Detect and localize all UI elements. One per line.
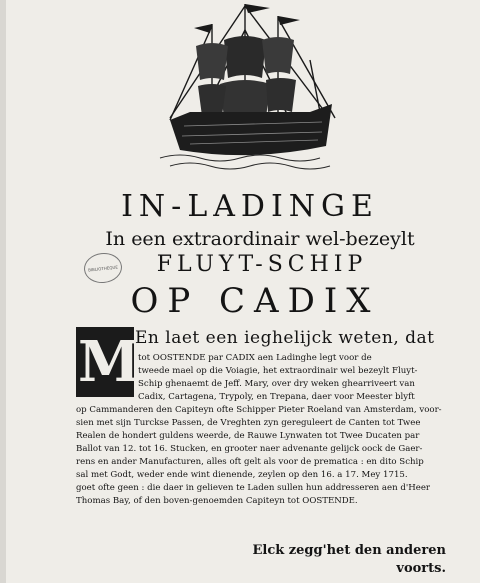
heading-line-1: IN-LADINGE	[121, 189, 379, 224]
body-line: Ballot van 12. tot 16. Stucken, en grooter naer advenante gelijck oock de Gaer-	[76, 444, 423, 454]
body-line: goet ofte geen : die daer in gelieven te Laden sullen hun addresseren aen d'Heer	[76, 483, 431, 493]
body-line: Schip ghenaemt de Jeff. Mary, over dry weken ghearriveert van	[138, 379, 415, 389]
body-line: tweede mael op die Voiagie, het extraordinair wel bezeylt Fluyt-	[138, 366, 418, 376]
heading-line-4: OP CADIX	[130, 281, 380, 321]
body-line: Thomas Bay, of den boven-genoemden Capiteyn tot OOSTENDE.	[76, 496, 358, 506]
lead-text: En laet een ieghelijck weten, dat	[135, 328, 435, 348]
body-line: Realen de hondert guldens weerde, de Rauwe Lynwaten tot Twee Ducaten par	[76, 431, 420, 441]
page-edge	[0, 0, 6, 583]
body-line: sien met sijn Turckse Passen, de Vreghten zyn gereguleert de Canten tot Twee	[76, 418, 421, 428]
library-stamp	[83, 251, 124, 285]
stamp-text: BIBLIOTHEQUE	[87, 263, 119, 273]
ship-woodcut-illustration	[150, 0, 340, 175]
closing-line: Elck zegg'het den anderen voorts.	[252, 543, 446, 576]
decorated-initial	[76, 327, 140, 397]
body-line: sal met Godt, weder ende wint dienende, zeylen op den 16. a 17. Mey 1715.	[76, 470, 408, 480]
body-line: tot OOSTENDE par CADIX aen Ladinghe legt voor de	[138, 353, 372, 363]
heading-line-2: In een extraordinair wel-bezeylt	[105, 228, 415, 250]
body-line: Cadix, Cartagena, Trypoly, en Trepana, daer voor Meester blyft	[138, 392, 415, 402]
heading-line-3: FLUYT-SCHIP	[156, 252, 368, 277]
body-line: rens en ander Manufacturen, alles oft gelt als voor de prematica : en dito Schip	[76, 457, 424, 467]
body-line: op Cammanderen den Capiteyn ofte Schipper Pieter Roeland van Amsterdam, voor-	[76, 405, 442, 415]
initial-letter: M	[78, 329, 140, 395]
